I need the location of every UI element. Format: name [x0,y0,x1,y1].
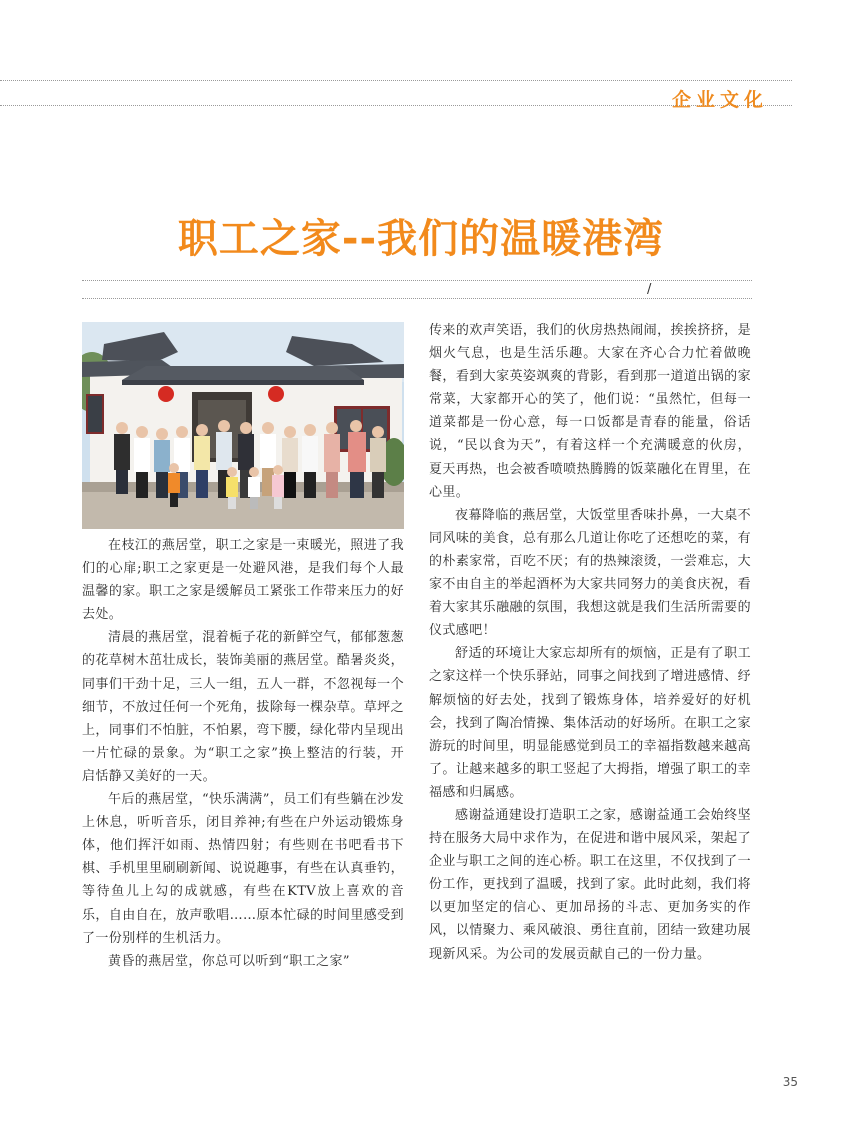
paragraph-afternoon: 午后的燕居堂，“快乐满满”，员工们有些躺在沙发上休息，听听音乐，闭目养神;有些在户外运动锻炼身体，他们挥汗如雨、热情四射；有些则在书吧看书下棋、手机里里刷刷新闻、说说趣事，有些在认真垂钓，等待鱼儿上勾的成就感，有些在KTV放上喜欢的音乐，自由自在，放声歌唱……原本忙碌的时间里感受到了一份别样的生机活力。 [82,792,404,946]
article-column-right [429,319,751,966]
byline-rule-bottom [82,298,752,299]
article-column-left [82,534,404,973]
paragraph-dusk-continued: 传来的欢声笑语，我们的伙房热热闹闹，挨挨挤挤，是烟火气息，也是生活乐趣。大家在齐心合力忙着做晚餐，看到大家英姿飒爽的背影，看到那一道道出锅的家常菜，大家都开心的笑了，他们说：“虽然忙，但每一道菜都是一份心意，每一口饭都是青春的能量，俗话说，“民以食为天”，有着这样一个充满暖意的伙房，夏天再热，也会被香喷喷热腾腾的饭菜融化在胃里，在心里。 [429,323,751,500]
byline-rule-top [82,280,752,281]
header-rule-top [0,80,792,81]
paragraph-environment: 舒适的环境让大家忘却所有的烦恼，正是有了职工之家这样一个快乐驿站，同事之间找到了增进感情、纾解烦恼的好去处，找到了锻炼身体，培养爱好的好机会，找到了陶冶情操、集体活动的好场所。在职工之家游玩的时间里，明显能感觉到员工的幸福指数越来越高了。让越来越多的职工竖起了大拇指，增强了职工的幸福感和归属感。 [429,646,751,800]
page-number: 35 [782,1075,798,1089]
group-photo [82,322,404,529]
paragraph-night: 夜幕降临的燕居堂，大饭堂里香味扑鼻，一大桌不同风味的美食，总有那么几道让你吃了还想吃的菜，有的朴素家常，百吃不厌；有的热辣滚烫，一尝难忘，大家不由自主的举起酒杯为大家共同努力的美食庆祝，看着大家其乐融融的氛围，我想这就是我们生活所需要的仪式感吧！ [429,507,751,639]
article-title: 职工之家--我们的温暖港湾 [177,216,665,262]
section-label: 企业文化 [671,89,768,111]
byline-separator: / [647,282,652,297]
paragraph-thanks: 感谢益通建设打造职工之家，感谢益通工会始终坚持在服务大局中求作为，在促进和谐中展风采，架起了企业与职工之间的连心桥。职工在这里，不仅找到了一份工作，更找到了温暖，找到了家。此时此刻，我们将以更加坚定的信心、更加昂扬的斗志、更加务实的作风，以情聚力、乘风破浪、勇往直前，团结一致建功展现新风采。为公司的发展贡献自己的一份力量。 [429,807,751,962]
paragraph-dusk-start: 黄昏的燕居堂，你总可以听到“职工之家” [108,953,350,969]
paragraph-intro: 在枝江的燕居堂，职工之家是一束暖光，照进了我们的心扉;职工之家更是一处避风港，是我们每个人最温馨的家。职工之家是缓解员工紧张工作带来压力的好去处。 [82,538,404,623]
paragraph-morning: 清晨的燕居堂，混着栀子花的新鲜空气，郁郁葱葱的花草树木茁壮成长，装饰美丽的燕居堂。酷暑炎炎，同事们干劲十足，三人一组，五人一群，不忽视每一个细节，不放过任何一个死角，拔除每一棵杂草。草坪之上，同事们不怕脏，不怕累，弯下腰，绿化带内呈现出一片忙碌的景象。为“职工之家”换上整洁的行装，开启恬静又美好的一天。 [82,630,404,784]
